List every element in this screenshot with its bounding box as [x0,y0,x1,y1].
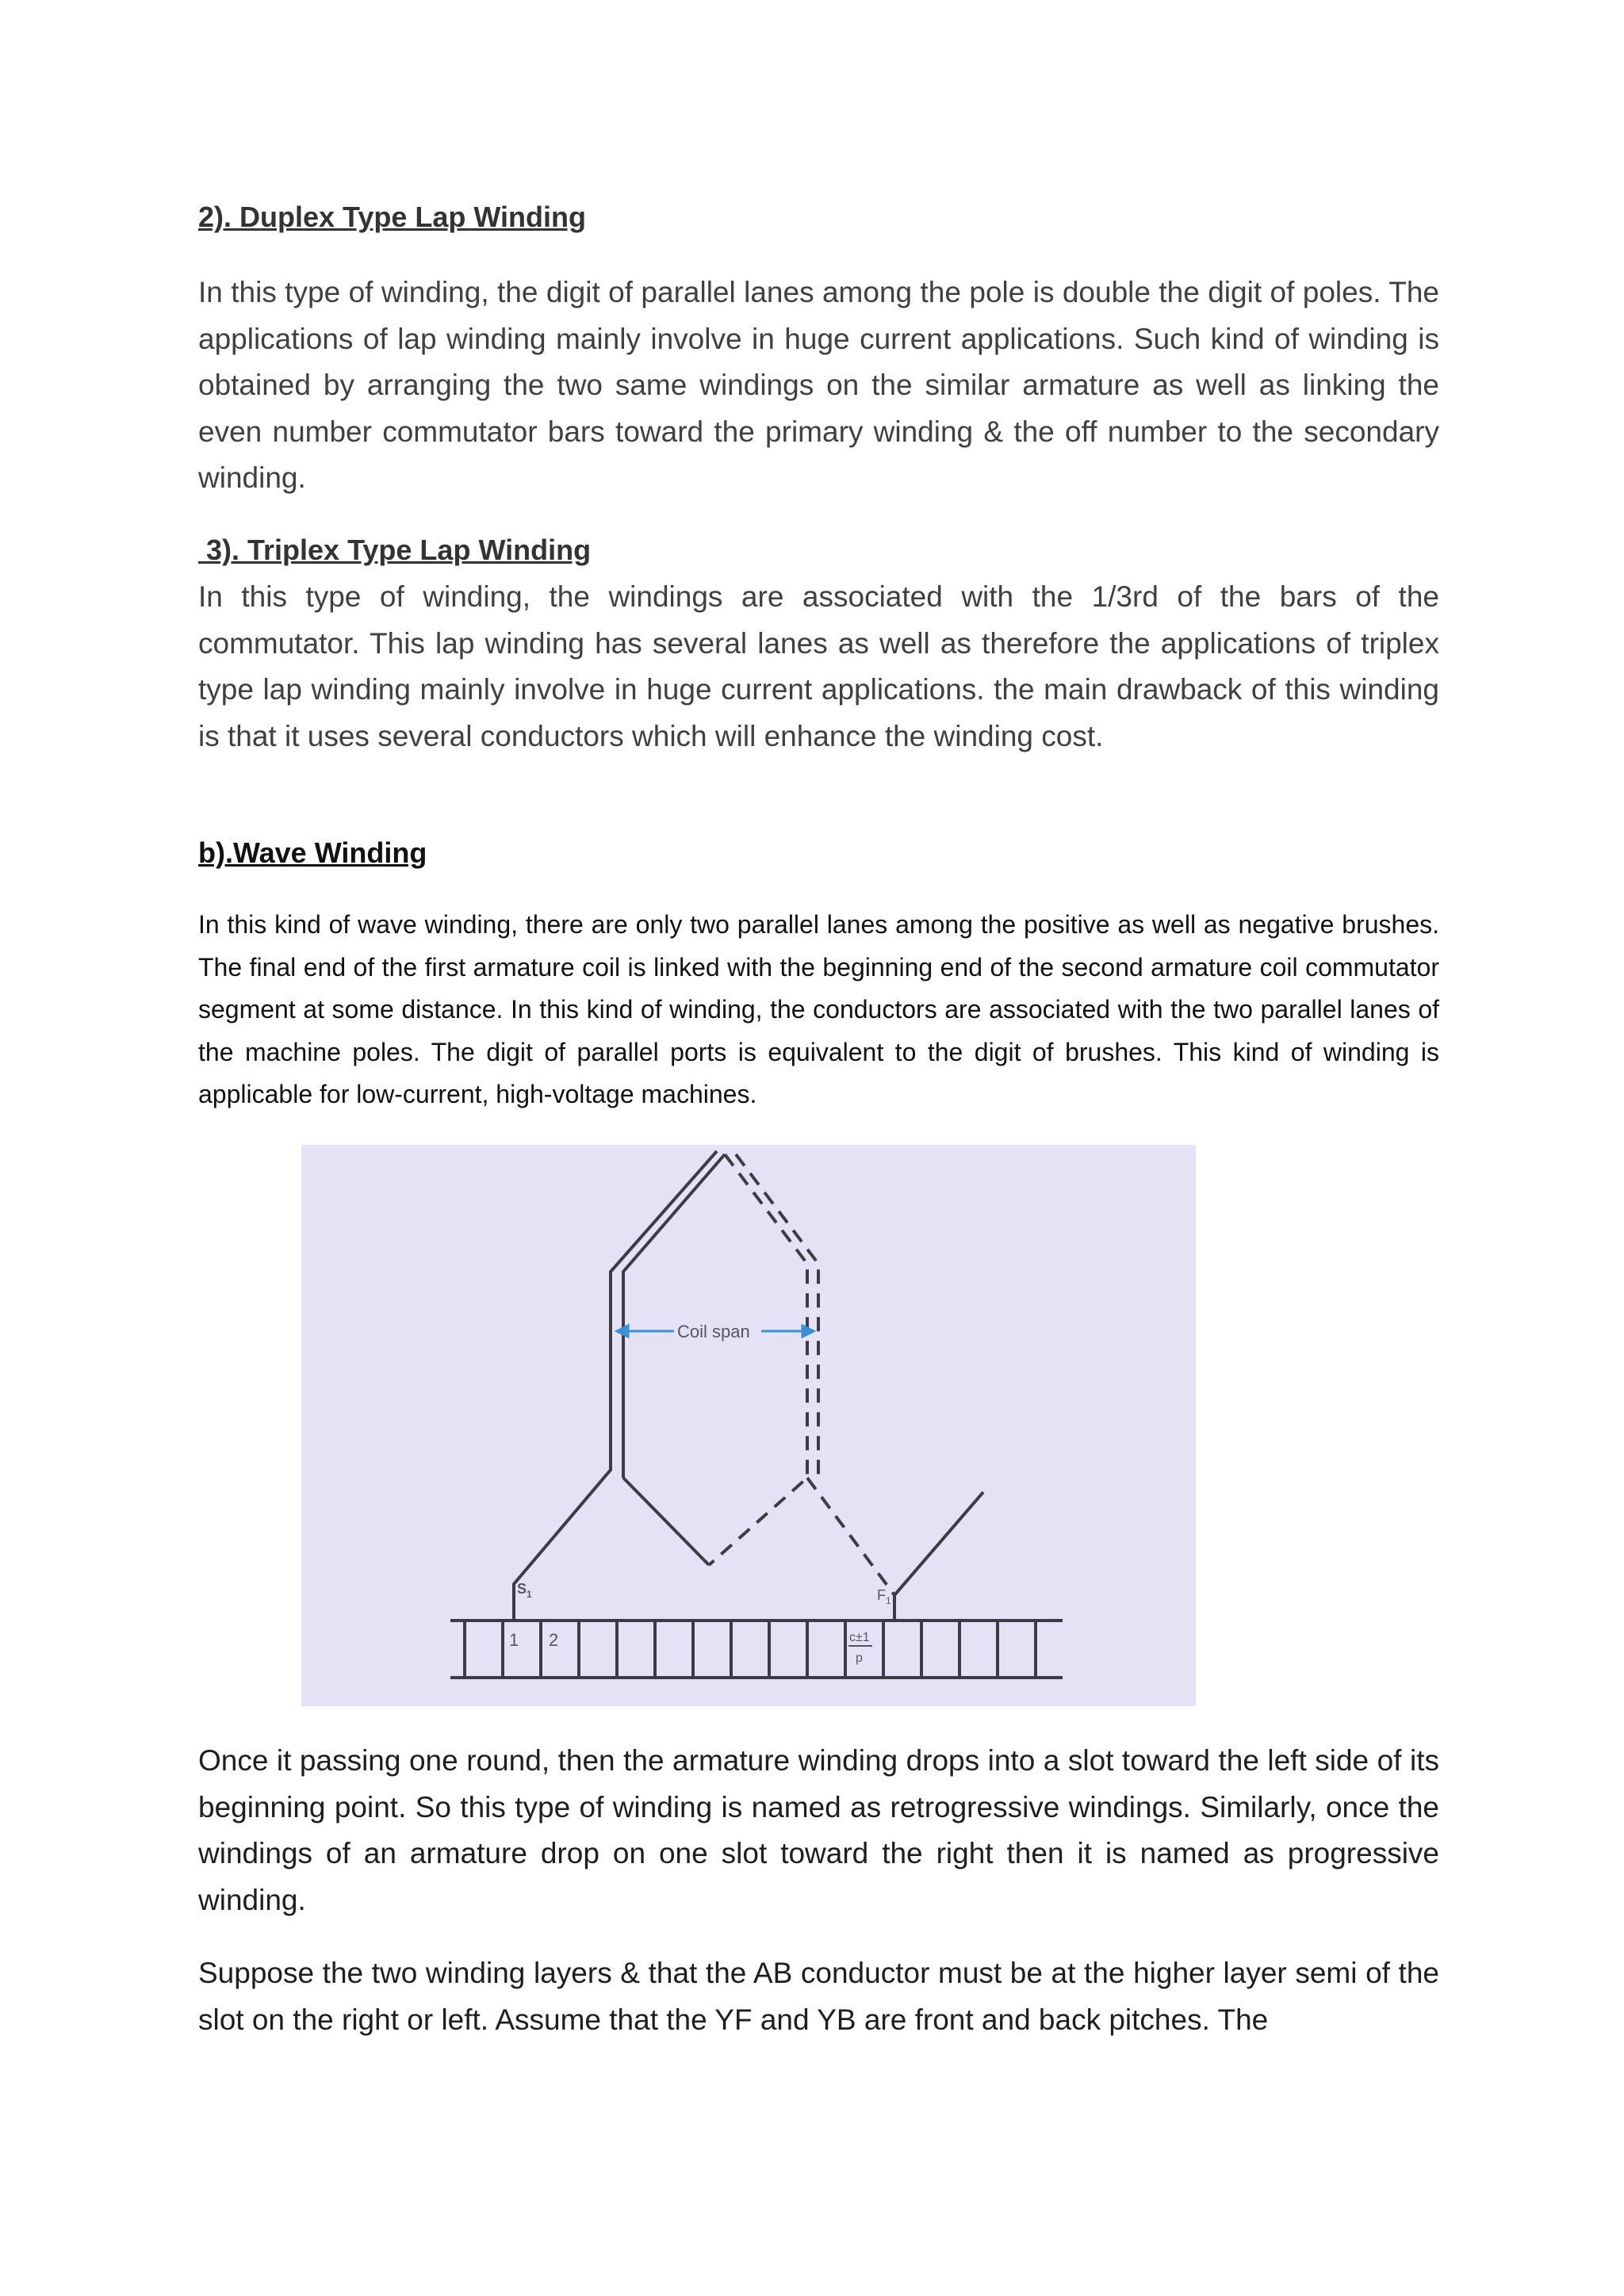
duplex-lap-winding-heading: 2). Duplex Type Lap Winding [198,201,587,233]
triplex-lap-winding-heading [198,531,591,569]
duplex-lap-winding-paragraph: In this type of winding, the digit of parallel lanes among the pole is double the digit of poles. The applications of lap winding mainly involve in huge current applications. Such kind of winding is obtained by arranging the two same windings on the similar armature as well as linking the even number commutator bars toward the primary winding & the off number to the secondary winding. [198,276,1439,494]
wave-winding-heading: b).Wave Winding [198,836,427,869]
segment-formula-denominator: p [856,1651,863,1665]
wave-winding-diagram [301,1145,1196,1706]
start-letter: S [517,1581,527,1597]
triplex-heading-text: 3). Triplex Type Lap Winding [206,534,592,566]
coil-span-label: Coil span [677,1322,750,1341]
start-subscript: 1 [527,1589,532,1600]
segment-2-label: 2 [549,1630,559,1650]
segment-formula-numerator: c±1 [849,1631,870,1644]
segment-1-label: 1 [509,1630,519,1650]
wave-winding-svg [301,1145,1196,1706]
pitch-assumption-paragraph: Suppose the two winding layers & that the AB conductor must be at the higher layer semi of the slot on the right or left. Assume that the YF and YB are front and back pitches. The [198,1957,1439,2036]
triplex-lap-winding-paragraph: In this type of winding, the windings are associated with the 1/3rd of the bars of the commutator. This lap winding has several lanes as well as therefore the applications of triplex type lap winding mainly involve in huge current applications. the main drawback of this winding is that it uses several conductors which will enhance the winding cost. [198,580,1439,752]
retrogressive-winding-paragraph: Once it passing one round, then the armature winding drops into a slot toward the left side of its beginning point. So this type of winding is named as retrogressive windings. Similarly, once the windings of an armature drop on one slot toward the right then it is named as progressive winding. [198,1744,1439,1916]
wave-winding-paragraph: In this kind of wave winding, there are only two parallel lanes among the positive as well as negative brushes. The final end of the first armature coil is linked with the beginning end of the second armature coil commutator segment at some distance. In this kind of winding, the conductors are associated with the two parallel lanes of the machine poles. The digit of parallel ports is equivalent to the digit of brushes. This kind of winding is applicable for low-current, high-voltage machines. [198,910,1439,1108]
finish-letter: F [877,1587,886,1603]
finish-subscript: 1 [886,1595,891,1606]
